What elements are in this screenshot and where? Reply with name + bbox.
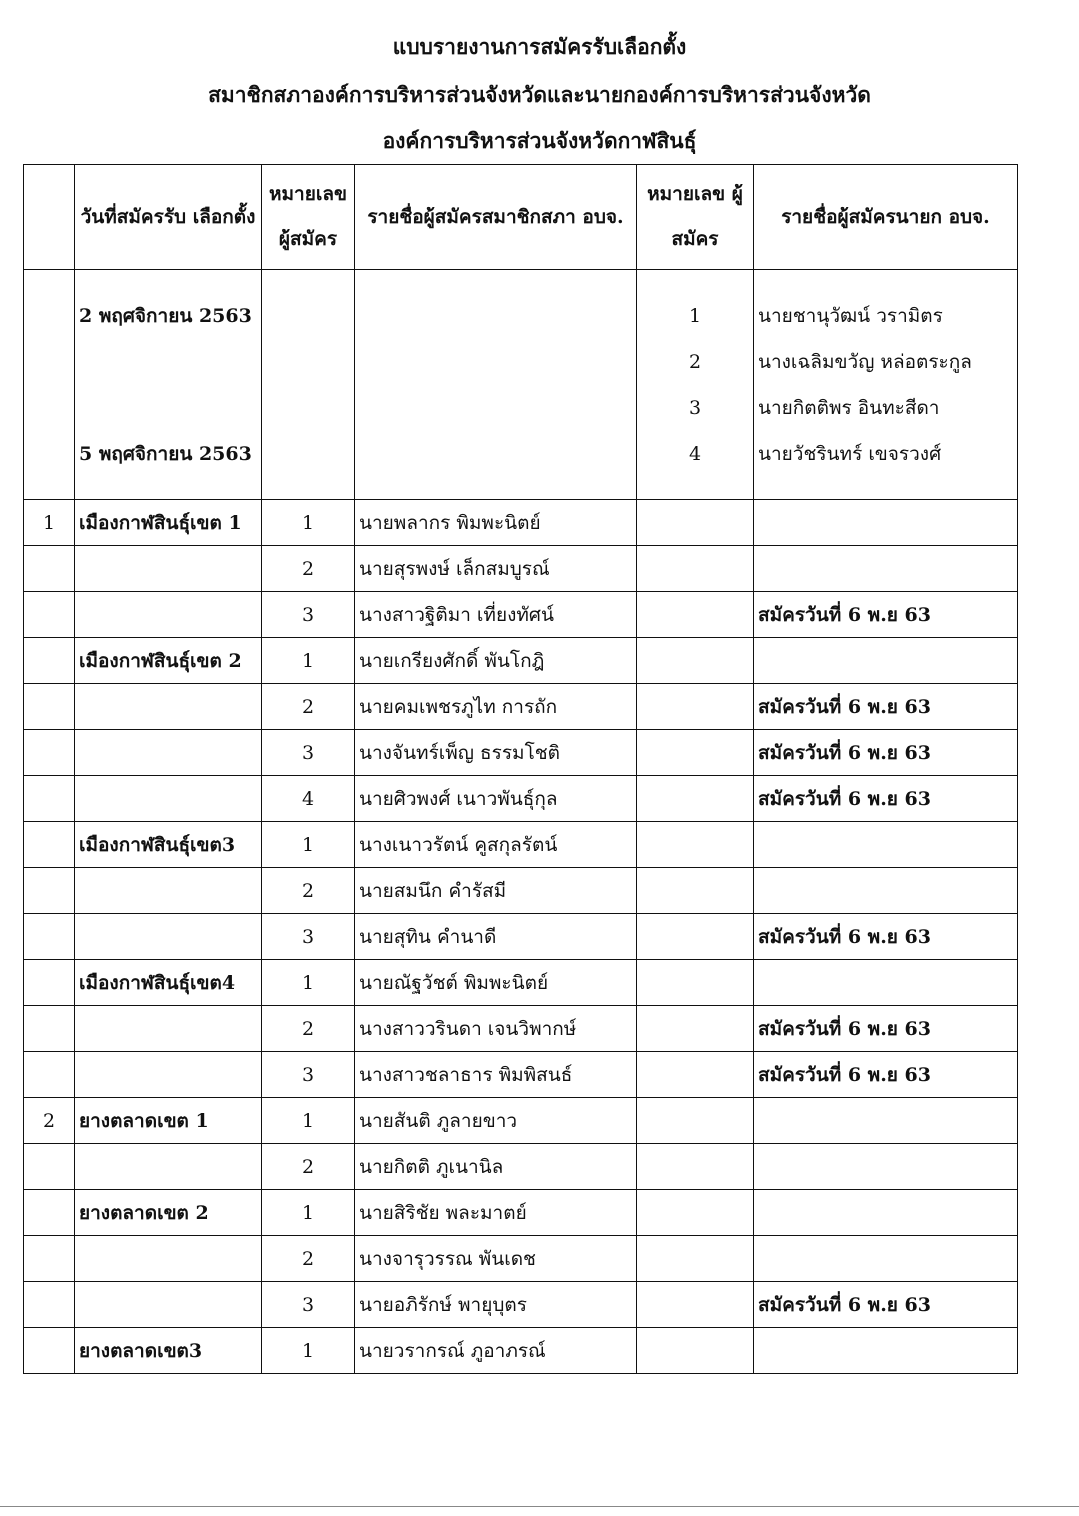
candidate-name: นายสมนึก คำรัสมี [355,868,637,914]
table-row [24,960,1018,1006]
table-row [24,1190,1018,1236]
group-number [24,546,75,592]
district-name [75,1006,262,1052]
table-row [24,1236,1018,1282]
table-row [24,914,1018,960]
candidate-number: 2 [262,546,355,592]
candidate-number: 4 [262,776,355,822]
candidate-name: นายกิตติ ภูเนานิล [355,1144,637,1190]
mayor-empty-number [262,270,355,500]
date-last: 5 พฤศจิกายน 2563 [79,442,252,465]
candidate-name: นายวรากรณ์ ภูอาภรณ์ [355,1328,637,1374]
table-row [24,1098,1018,1144]
mayor-name: นายกิตติพร อินทะสีดา [758,396,940,419]
group-number [24,1144,75,1190]
group-number: 2 [24,1098,75,1144]
group-number [24,776,75,822]
candidate-name: นายเกรียงศักดิ์ พันโกฎิ [355,638,637,684]
table-row [24,1006,1018,1052]
candidate-name: นายอภิรักษ์ พายุบุตร [355,1282,637,1328]
application-note: สมัครวันที่ 6 พ.ย 63 [754,914,1018,960]
table-header-row [24,165,1018,270]
application-note [754,1328,1018,1374]
candidate-name: นายศิวพงศ์ เนาวพันธุ์กุล [355,776,637,822]
candidate-number: 1 [262,822,355,868]
mayor-name: นายชานุวัฒน์ วรามิตร [758,304,943,327]
group-number [24,1236,75,1282]
mayor-number-empty [637,822,754,868]
group-number [24,868,75,914]
candidate-number: 1 [262,1328,355,1374]
district-name: ยางตลาดเขต3 [75,1328,262,1374]
mayor-empty-name [355,270,637,500]
candidate-name: นายพลากร พิมพะนิตย์ [355,500,637,546]
application-note [754,500,1018,546]
candidate-number: 1 [262,500,355,546]
candidate-number: 2 [262,1236,355,1282]
mayor-number-empty [637,730,754,776]
mayor-number-empty [637,1190,754,1236]
mayor-number-cell [637,270,754,500]
header-seq [24,165,75,270]
application-note [754,1098,1018,1144]
candidate-name: นายณัฐวัชต์ พิมพะนิตย์ [355,960,637,1006]
table-row [24,776,1018,822]
application-note [754,638,1018,684]
district-name [75,684,262,730]
district-name [75,776,262,822]
mayor-number-empty [637,1144,754,1190]
group-number [24,592,75,638]
mayor-number: 1 [688,304,702,327]
application-note: สมัครวันที่ 6 พ.ย 63 [754,730,1018,776]
group-number [24,684,75,730]
application-note: สมัครวันที่ 6 พ.ย 63 [754,1052,1018,1098]
mayor-date-cell [75,270,262,500]
mayor-number: 4 [688,442,702,465]
table-row [24,1282,1018,1328]
mayor-number-empty [637,1236,754,1282]
candidate-name: นางจันทร์เพ็ญ ธรรมโชติ [355,730,637,776]
candidate-name: นายสันติ ภูลายขาว [355,1098,637,1144]
district-name: เมืองกาฬสินธุ์เขต 2 [75,638,262,684]
mayor-number-empty [637,1098,754,1144]
candidate-name: นายคมเพชรภูไท การถัก [355,684,637,730]
header-mayor-number: หมายเลข ผู้สมัคร [637,165,754,270]
mayor-name: นายวัชรินทร์ เขจรวงศ์ [758,442,942,465]
district-name: เมืองกาฬสินธุ์เขต 1 [75,500,262,546]
header-council-number: หมายเลข ผู้สมัคร [262,165,355,270]
candidate-number: 3 [262,1282,355,1328]
mayor-number-empty [637,1282,754,1328]
district-name [75,868,262,914]
candidate-name: นางเนาวรัตน์ คูสกุลรัตน์ [355,822,637,868]
mayor-seq-cell [24,270,75,500]
candidate-number: 1 [262,1190,355,1236]
candidate-table [23,164,1018,1374]
candidate-name: นางจารุวรรณ พันเดช [355,1236,637,1282]
mayor-number-empty [637,500,754,546]
candidate-number: 2 [262,684,355,730]
candidate-name: นายสิริชัย พละมาตย์ [355,1190,637,1236]
application-note [754,1144,1018,1190]
table-row [24,730,1018,776]
candidate-name: นางสาวฐิติมา เที่ยงทัศน์ [355,592,637,638]
application-note: สมัครวันที่ 6 พ.ย 63 [754,1006,1018,1052]
application-note [754,546,1018,592]
candidate-name: นางสาวชลาธาร พิมพิสนธ์ [355,1052,637,1098]
mayor-number-empty [637,1052,754,1098]
application-note [754,960,1018,1006]
table-row [24,500,1018,546]
candidate-number: 1 [262,638,355,684]
header-mayor-names: รายชื่อผู้สมัครนายก อบจ. [754,165,1018,270]
table-row [24,638,1018,684]
application-note: สมัครวันที่ 6 พ.ย 63 [754,684,1018,730]
mayor-number-empty [637,1006,754,1052]
district-name [75,592,262,638]
group-number [24,960,75,1006]
district-name [75,1144,262,1190]
mayor-row [24,270,1018,500]
candidate-number: 1 [262,1098,355,1144]
district-name [75,1236,262,1282]
mayor-number-empty [637,960,754,1006]
district-name [75,1052,262,1098]
mayor-number-empty [637,684,754,730]
group-number: 1 [24,500,75,546]
organization-name: องค์การบริหารส่วนจังหวัดกาฬสินธุ์ [382,128,697,153]
application-note [754,868,1018,914]
table-row [24,1052,1018,1098]
group-number [24,1328,75,1374]
application-note [754,1236,1018,1282]
candidate-number: 3 [262,914,355,960]
mayor-number-empty [637,776,754,822]
group-number [24,914,75,960]
mayor-number-empty [637,1328,754,1374]
district-name: ยางตลาดเขต 1 [75,1098,262,1144]
group-number [24,1052,75,1098]
application-note: สมัครวันที่ 6 พ.ย 63 [754,1282,1018,1328]
group-number [24,730,75,776]
district-name: ยางตลาดเขต 2 [75,1190,262,1236]
candidate-number: 1 [262,960,355,1006]
candidate-name: นายสุรพงษ์ เล็กสมบูรณ์ [355,546,637,592]
form-subtitle: สมาชิกสภาองค์การบริหารส่วนจังหวัดและนายกองค์การบริหารส่วนจังหวัด [208,82,871,107]
mayor-number-empty [637,638,754,684]
mayor-number: 2 [688,350,702,373]
mayor-number-empty [637,546,754,592]
candidate-number: 2 [262,1006,355,1052]
candidate-name: นางสาววรินดา เจนวิพากษ์ [355,1006,637,1052]
group-number [24,1190,75,1236]
group-number [24,1282,75,1328]
header-date: วันที่สมัครรับ เลือกตั้ง [75,165,262,270]
form-title: แบบรายงานการสมัครรับเลือกตั้ง [392,34,687,59]
table-row [24,822,1018,868]
table-row [24,1144,1018,1190]
mayor-number: 3 [688,396,702,419]
district-name [75,1282,262,1328]
application-note: สมัครวันที่ 6 พ.ย 63 [754,776,1018,822]
header-council-names: รายชื่อผู้สมัครสมาชิกสภา อบจ. [355,165,637,270]
district-name [75,546,262,592]
district-name [75,730,262,776]
candidate-name: นายสุทิน คำนาดี [355,914,637,960]
candidate-number: 2 [262,868,355,914]
application-note [754,822,1018,868]
candidate-number: 3 [262,730,355,776]
district-name [75,914,262,960]
candidate-number: 3 [262,592,355,638]
candidate-number: 2 [262,1144,355,1190]
table-row [24,1328,1018,1374]
mayor-number-empty [637,914,754,960]
table-row [24,868,1018,914]
date-first: 2 พฤศจิกายน 2563 [79,304,252,327]
table-row [24,684,1018,730]
mayor-number-empty [637,592,754,638]
mayor-name-cell [754,270,1018,500]
page-bottom-rule [0,1506,1079,1507]
district-name: เมืองกาฬสินธุ์เขต4 [75,960,262,1006]
group-number [24,822,75,868]
mayor-name: นางเฉลิมขวัญ หล่อตระกูล [758,350,972,373]
table-row [24,546,1018,592]
application-note [754,1190,1018,1236]
group-number [24,1006,75,1052]
table-row [24,592,1018,638]
application-note: สมัครวันที่ 6 พ.ย 63 [754,592,1018,638]
candidate-number: 3 [262,1052,355,1098]
district-name: เมืองกาฬสินธุ์เขต3 [75,822,262,868]
mayor-number-empty [637,868,754,914]
group-number [24,638,75,684]
